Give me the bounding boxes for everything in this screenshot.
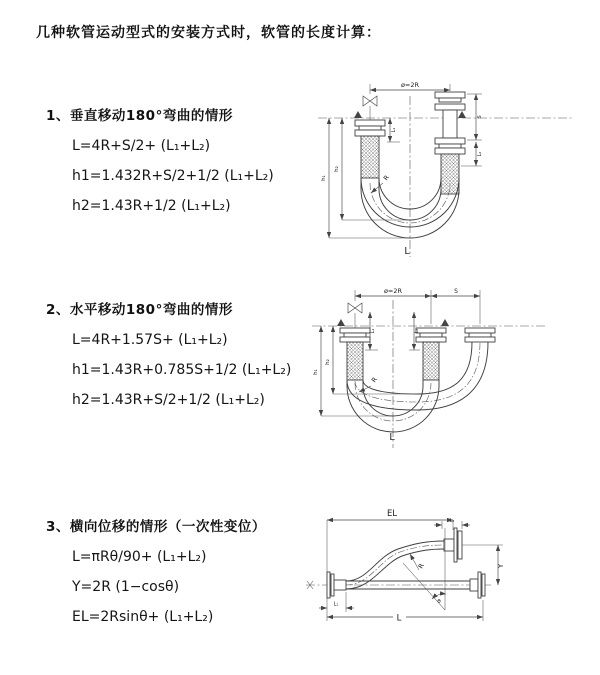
section-vertical-movement [46, 108, 306, 215]
section-3-heading: 3、横向位移的情形（一次性变位） [46, 519, 266, 535]
dim-label-s: S [477, 115, 483, 119]
dimension-h2 [325, 326, 417, 394]
formula-length: L=4R+S/2+ (L₁+L₂) [72, 138, 211, 154]
formula-h1: h1=1.432R+S/2+1/2 (L₁+L₂) [72, 168, 274, 184]
formula-h2: h2=1.43R+S/2+1/2 (L₁+L₂) [72, 392, 265, 408]
dimension-l2 [409, 312, 420, 350]
dim-label-s: S [454, 288, 458, 295]
right-fitting [465, 328, 495, 342]
left-fitting [355, 120, 385, 178]
dim-label-diameter: ø=2R [400, 81, 420, 89]
dim-label-h1: h₁ [313, 369, 319, 375]
section-2-heading: 2、水平移动180°弯曲的情形 [46, 302, 233, 318]
radius-leader [410, 554, 426, 570]
braid-section [347, 342, 363, 380]
dimension-width [355, 287, 480, 324]
dim-label-r: R [416, 562, 426, 570]
section-horizontal-movement [46, 302, 306, 409]
dimension-l2 [434, 518, 470, 529]
dim-label-l2: L₂ [414, 328, 420, 334]
upper-fitting-displaced-position [444, 528, 462, 562]
braid-section [441, 154, 459, 194]
formula-y: Y=2R (1−cosθ) [72, 579, 180, 595]
dimension-l1 [387, 118, 400, 142]
dimension-length [327, 600, 483, 624]
dim-label-l2: L₂ [477, 151, 483, 157]
dimension-stroke-s [431, 288, 480, 296]
right-fitting [435, 92, 465, 194]
diagram-lateral-displacement [296, 500, 600, 642]
valve-icon [348, 303, 362, 328]
hose-s-curve [346, 541, 444, 589]
dim-label-y: Y [497, 563, 505, 569]
page-title: 几种软管运动型式的安装方式时，软管的长度计算： [36, 25, 381, 41]
dim-label-r: R [381, 173, 391, 183]
dim-label-l1: L₁ [333, 601, 339, 608]
left-fitting [340, 328, 370, 380]
left-fitting [327, 572, 346, 598]
dimension-l1 [319, 592, 354, 612]
diagram-horizontal-180-bend [306, 282, 590, 454]
dim-label-h1: h₁ [321, 175, 327, 181]
dim-label-l2: L₂ [449, 518, 455, 524]
dim-label-length: L [389, 432, 395, 443]
braid-section [423, 342, 439, 380]
dim-label-l1: L₁ [391, 127, 397, 133]
braid-section [361, 136, 379, 178]
formula-h2: h2=1.43R+1/2 (L₁+L₂) [72, 198, 231, 214]
dim-label-el: EL [386, 509, 398, 519]
dim-label-diameter: ø=2R [383, 287, 403, 295]
middle-fitting [416, 328, 446, 380]
diagram-vertical-180-bend [310, 76, 582, 262]
dim-label-r: R [369, 375, 379, 385]
section-lateral-displacement [46, 519, 306, 626]
dim-label-theta: θ [437, 599, 441, 605]
dimension-stroke-s [467, 94, 483, 140]
formula-h1: h1=1.43R+0.785S+1/2 (L₁+L₂) [72, 362, 292, 378]
dim-label-l1: L₁ [370, 328, 376, 334]
dim-label-h2: h₂ [325, 359, 331, 365]
dim-label-h2: h₂ [334, 166, 340, 172]
angle-construction [403, 528, 446, 610]
formula-length: L=4R+1.57S+ (L₁+L₂) [72, 332, 228, 348]
formula-el: EL=2Rsinθ+ (L₁+L₂) [72, 609, 214, 625]
hose-curves [347, 342, 488, 432]
section-1-heading: 1、垂直移动180°弯曲的情形 [46, 108, 233, 124]
valve-icon [363, 96, 377, 120]
dim-label-length: L [404, 246, 410, 257]
formula-length: L=πRθ/90+ (L₁+L₂) [72, 549, 207, 565]
dim-label-length: L [396, 613, 402, 624]
